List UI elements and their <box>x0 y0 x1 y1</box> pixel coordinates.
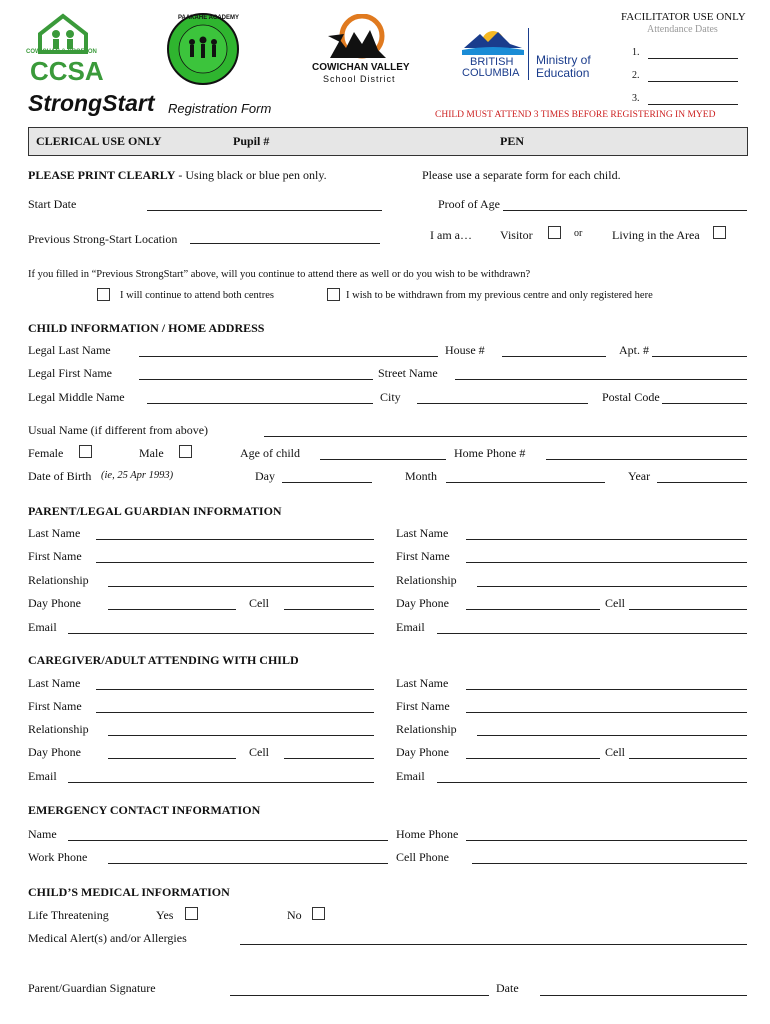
caregiver1-first-field[interactable] <box>96 712 374 713</box>
cv-sub: School District <box>323 74 396 84</box>
caregiver1-relationship-label: Relationship <box>28 722 89 736</box>
month-field[interactable] <box>446 482 605 483</box>
dob-example: (ie, 25 Apr 1993) <box>101 470 174 481</box>
parent1-dayphone-field[interactable] <box>108 609 236 610</box>
yes-label: Yes <box>156 908 174 922</box>
emergency-name-field[interactable] <box>68 840 388 841</box>
attendance-date-1-line[interactable] <box>648 58 738 59</box>
city-field[interactable] <box>417 403 588 404</box>
living-checkbox[interactable] <box>713 226 726 239</box>
legal-first-label: Legal First Name <box>28 366 112 380</box>
no-checkbox[interactable] <box>312 907 325 920</box>
continue-label: I will continue to attend both centres <box>120 290 274 301</box>
female-checkbox[interactable] <box>79 445 92 458</box>
attendance-date-1: 1. <box>632 47 640 58</box>
emergency-homephone-label: Home Phone <box>396 827 459 841</box>
usual-name-field[interactable] <box>264 436 747 437</box>
caregiver1-last-field[interactable] <box>96 689 374 690</box>
parent2-first-field[interactable] <box>466 562 747 563</box>
house-label: House # <box>445 343 485 357</box>
caregiver2-email-field[interactable] <box>437 782 747 783</box>
signature-label: Parent/Guardian Signature <box>28 981 156 995</box>
parent1-last-label: Last Name <box>28 526 81 540</box>
emergency-name-label: Name <box>28 827 57 841</box>
clerical-label: CLERICAL USE ONLY <box>36 134 162 148</box>
caregiver1-cell-field[interactable] <box>284 758 374 759</box>
prev-location-label: Previous Strong-Start Location <box>28 232 178 246</box>
bc-line1: BRITISH <box>470 56 514 68</box>
age-field[interactable] <box>320 459 446 460</box>
caregiver2-email-label: Email <box>396 769 425 783</box>
attendance-date-2: 2. <box>632 70 640 81</box>
year-label: Year <box>628 469 651 483</box>
parent2-last-field[interactable] <box>466 539 747 540</box>
parent2-cell-label: Cell <box>605 596 625 610</box>
parent1-first-label: First Name <box>28 549 82 563</box>
street-field[interactable] <box>455 379 747 380</box>
proof-age-field[interactable] <box>503 210 747 211</box>
pupil-label: Pupil # <box>233 134 270 148</box>
caregiver1-email-label: Email <box>28 769 57 783</box>
parent1-email-field[interactable] <box>68 633 374 634</box>
date-field[interactable] <box>540 995 747 996</box>
alerts-field[interactable] <box>240 944 747 945</box>
ministry-line2: Education <box>536 66 590 80</box>
legal-middle-label: Legal Middle Name <box>28 390 125 404</box>
month-label: Month <box>405 469 438 483</box>
parent2-cell-field[interactable] <box>629 609 747 610</box>
life-threatening-label: Life Threatening <box>28 908 109 922</box>
apt-field[interactable] <box>652 356 747 357</box>
yes-checkbox[interactable] <box>185 907 198 920</box>
parent2-last-label: Last Name <box>396 526 449 540</box>
caregiver2-first-field[interactable] <box>466 712 747 713</box>
postal-label: Postal Code <box>602 390 660 404</box>
parent2-email-field[interactable] <box>437 633 747 634</box>
emergency-workphone-field[interactable] <box>108 863 388 864</box>
emergency-cellphone-field[interactable] <box>472 863 747 864</box>
visitor-label: Visitor <box>500 228 533 242</box>
parent2-relationship-field[interactable] <box>477 586 747 587</box>
caregiver2-last-field[interactable] <box>466 689 747 690</box>
bc-logo <box>458 22 528 82</box>
prev-location-field[interactable] <box>190 243 380 244</box>
caregiver2-dayphone-label: Day Phone <box>396 745 449 759</box>
parent2-dayphone-field[interactable] <box>466 609 600 610</box>
caregiver1-first-label: First Name <box>28 699 82 713</box>
home-phone-label: Home Phone # <box>454 446 526 460</box>
postal-field[interactable] <box>662 403 747 404</box>
no-label: No <box>287 908 302 922</box>
parent2-relationship-label: Relationship <box>396 573 457 587</box>
form-title: StrongStart <box>28 90 155 116</box>
form-subtitle: Registration Form <box>168 101 272 116</box>
caregiver2-relationship-field[interactable] <box>477 735 747 736</box>
print-bold: PLEASE PRINT CLEARLY <box>28 168 176 182</box>
ministry-line1: Ministry of <box>536 53 591 67</box>
signature-field[interactable] <box>230 995 489 996</box>
withdraw-question: If you filled in “Previous StrongStart” above, will you continue to attend there as well or do you wish to be withdrawn? <box>28 269 531 280</box>
parent-heading: PARENT/LEGAL GUARDIAN INFORMATION <box>28 504 282 518</box>
parent1-cell-field[interactable] <box>284 609 374 610</box>
bc-line2: COLUMBIA <box>462 67 520 79</box>
start-date-field[interactable] <box>147 210 382 211</box>
attendance-date-3: 3. <box>632 93 640 104</box>
withdraw-label: I wish to be withdrawn from my previous centre and only registered here <box>346 290 653 301</box>
pen-label: PEN <box>500 134 524 148</box>
parent2-dayphone-label: Day Phone <box>396 596 449 610</box>
ccsa-sub: COWICHAN & CROFTON <box>26 49 97 55</box>
emergency-homephone-field[interactable] <box>466 840 747 841</box>
day-field[interactable] <box>282 482 372 483</box>
caregiver1-last-label: Last Name <box>28 676 81 690</box>
attendance-date-3-line[interactable] <box>648 104 738 105</box>
caregiver1-email-field[interactable] <box>68 782 374 783</box>
emergency-cellphone-label: Cell Phone <box>396 850 449 864</box>
female-label: Female <box>28 446 64 460</box>
year-field[interactable] <box>657 482 747 483</box>
print-rest: - Using black or blue pen only. <box>175 168 327 182</box>
attendance-date-2-line[interactable] <box>648 81 738 82</box>
legal-middle-field[interactable] <box>147 403 373 404</box>
age-label: Age of child <box>240 446 300 460</box>
day-label: Day <box>255 469 275 483</box>
emergency-heading: EMERGENCY CONTACT INFORMATION <box>28 803 261 817</box>
paakahe-logo <box>166 12 240 86</box>
facilitator-label: FACILITATOR USE ONLY <box>621 11 746 23</box>
parent1-relationship-field[interactable] <box>108 586 374 587</box>
male-checkbox[interactable] <box>179 445 192 458</box>
legal-first-field[interactable] <box>139 379 373 380</box>
caregiver2-first-label: First Name <box>396 699 450 713</box>
home-phone-field[interactable] <box>546 459 747 460</box>
caregiver2-dayphone-field[interactable] <box>466 758 600 759</box>
emergency-workphone-label: Work Phone <box>28 850 88 864</box>
ccsa-text: CCSA <box>30 56 104 86</box>
visitor-checkbox[interactable] <box>548 226 561 239</box>
usual-name-label: Usual Name (if different from above) <box>28 423 209 437</box>
caregiver1-dayphone-label: Day Phone <box>28 745 81 759</box>
caregiver2-relationship-label: Relationship <box>396 722 457 736</box>
street-label: Street Name <box>378 366 438 380</box>
parent1-last-field[interactable] <box>96 539 374 540</box>
living-label: Living in the Area <box>612 228 700 242</box>
caregiver1-relationship-field[interactable] <box>108 735 374 736</box>
caregiver-heading: CAREGIVER/ADULT ATTENDING WITH CHILD <box>28 653 299 667</box>
caregiver2-last-label: Last Name <box>396 676 449 690</box>
city-label: City <box>380 390 401 404</box>
caregiver1-dayphone-field[interactable] <box>108 758 236 759</box>
parent1-cell-label: Cell <box>249 596 269 610</box>
cowichan-valley-logo <box>310 14 410 88</box>
ministry-divider <box>528 28 529 80</box>
attendance-label: Attendance Dates <box>647 24 718 35</box>
medical-heading: CHILD’S MEDICAL INFORMATION <box>28 885 230 899</box>
parent1-email-label: Email <box>28 620 57 634</box>
date-label: Date <box>496 981 519 995</box>
caregiver2-cell-field[interactable] <box>629 758 747 759</box>
child-heading: CHILD INFORMATION / HOME ADDRESS <box>28 321 265 335</box>
parent1-first-field[interactable] <box>96 562 374 563</box>
proof-age-label: Proof of Age <box>438 197 500 211</box>
caregiver1-cell-label: Cell <box>249 745 269 759</box>
separate-form-note: Please use a separate form for each child. <box>422 168 621 182</box>
print-instruction <box>28 168 327 183</box>
house-field[interactable] <box>502 356 606 357</box>
ccsa-logo <box>18 12 108 87</box>
cv-title: COWICHAN VALLEY <box>312 62 410 73</box>
parent2-email-label: Email <box>396 620 425 634</box>
male-label: Male <box>139 446 164 460</box>
paakahe-text: PAAKAHE ACADEMY <box>178 15 240 21</box>
legal-last-label: Legal Last Name <box>28 343 111 357</box>
alerts-label: Medical Alert(s) and/or Allergies <box>28 931 187 945</box>
withdraw-checkbox[interactable] <box>327 288 340 301</box>
caregiver2-cell-label: Cell <box>605 745 625 759</box>
legal-last-field[interactable] <box>139 356 438 357</box>
parent2-first-label: First Name <box>396 549 450 563</box>
or-label: or <box>574 228 583 239</box>
parent1-dayphone-label: Day Phone <box>28 596 81 610</box>
continue-checkbox[interactable] <box>97 288 110 301</box>
start-date-label: Start Date <box>28 197 77 211</box>
i-am-label: I am a… <box>430 228 472 242</box>
dob-label: Date of Birth <box>28 469 92 483</box>
attendance-warning: CHILD MUST ATTEND 3 TIMES BEFORE REGISTERING IN MYED <box>435 110 716 120</box>
parent1-relationship-label: Relationship <box>28 573 89 587</box>
apt-label: Apt. # <box>619 343 649 357</box>
